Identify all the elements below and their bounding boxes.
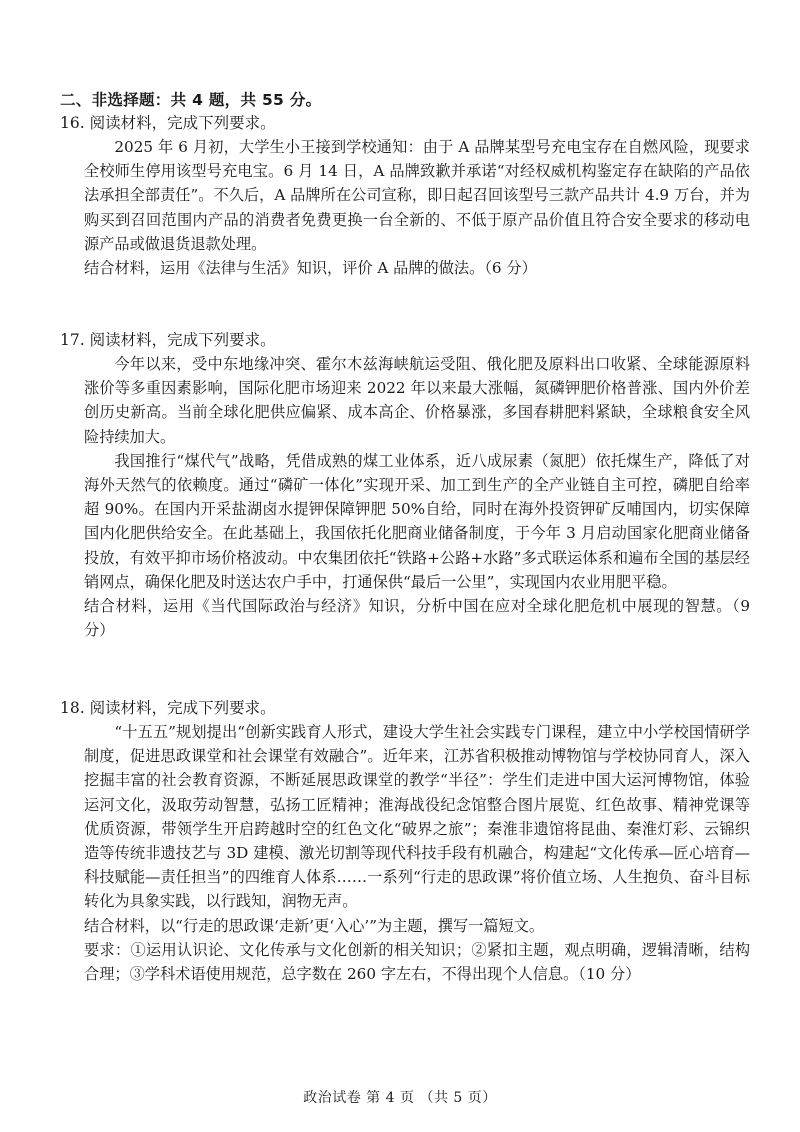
page-footer: 政治试卷 第 4 页 （共 5 页） xyxy=(303,1090,497,1106)
material-paragraph: 2025 年 6 月初，大学生小王接到学校通知：由于 A 品牌某型号充电宝存在自燃风险，现要求全校师生停用该型号充电宝。6 月 14 日，A 品牌致歉并承诺“对经权威机构鉴定存在缺陷的产品依法承担全部责任”。不久后，A 品牌所在公司宣称，即日起召回该型号三款产品共计 4.9 万台，并为购买到召回范围内产品的消费者免费更换一台全新的、不低于原产品价值且符合安全要求的移动电源产品或做退货退款处理。 xyxy=(84,138,750,253)
question-18 xyxy=(60,696,750,986)
question-heading: 18. 阅读材料，完成下列要求。 xyxy=(60,699,276,717)
material-paragraph: 我国推行“煤代气”战略，凭借成熟的煤工业体系，近八成尿素（氮肥）依托煤生产，降低了对海外天然气的依赖度。通过“磷矿一体化”实现开采、加工到生产的全产业链自主可控，磷肥自给率超 90%。在国内开采盐湖卤水提钾保障钾肥 50%自给，同时在海外投资钾矿反哺国内，切实保障国内化肥供给安全。在此基础上，我国依托化肥商业储备制度，于今年 3 月启动国家化肥商业储备投放，有效平抑市场价格波动。中农集团依托“铁路+公路+水路”多式联运体系和遍布全国的基层经销网点，确保化肥及时送达农户手中，打通保供“最后一公里”，实现国内农业用肥平稳。 xyxy=(84,451,750,591)
question-task: 结合材料，以“行走的思政课‘走新’更‘入心’”为主题，撰写一篇短文。 xyxy=(84,916,545,935)
section-title: 二、非选择题：共 4 题，共 55 分。 xyxy=(60,91,322,109)
question-16 xyxy=(60,111,750,280)
question-requirements: 要求：①运用认识论、文化传承与文化创新的相关知识；②紧扣主题，观点明确，逻辑清晰，结构合理；③学科术语使用规范，总字数在 260 字左右，不得出现个人信息。（10 分） xyxy=(84,940,750,984)
question-task: 结合材料，运用《当代国际政治与经济》知识，分析中国在应对全球化肥危机中展现的智慧。（9 分） xyxy=(84,597,750,640)
question-17 xyxy=(60,328,750,642)
material-paragraph: “十五五”规划提出“创新实践育人形式，建设大学生社会实践专门课程，建立中小学校国情研学制度，促进思政课堂和社会课堂有效融合”。近年来，江苏省积极推动博物馆与学校协同育人，深入挖掘丰富的社会教育资源，不断延展思政课堂的教学“半径”：学生们走进中国大运河博物馆，体验运河文化，汲取劳动智慧，弘扬工匠精神；淮海战役纪念馆整合图片展览、红色故事、精神党课等优质资源，带领学生开启跨越时空的红色文化“破界之旅”；秦淮非遗馆将昆曲、秦淮灯彩、云锦织造等传统非遗技艺与 3D 建模、激光切割等现代科技手段有机融合，构建起“文化传承—匠心培育—科技赋能—责任担当”的四维育人体系……一系列“行走的思政课”将价值立场、人生抱负、奋斗目标转化为具象实践，以行践知，润物无声。 xyxy=(84,723,750,911)
question-task: 结合材料，运用《法律与生活》知识，评价 A 品牌的做法。（6 分） xyxy=(84,259,537,278)
question-heading: 16. 阅读材料，完成下列要求。 xyxy=(60,114,276,132)
material-paragraph: 今年以来，受中东地缘冲突、霍尔木兹海峡航运受阻、俄化肥及原料出口收紧、全球能源原料涨价等多重因素影响，国际化肥市场迎来 2022 年以来最大涨幅，氮磷钾肥价格普涨、国内外价差创历史新高。当前全球化肥供应偏紧、成本高企、价格暴涨，多国春耕肥料紧缺，全球粮食安全风险持续加大。 xyxy=(84,355,750,446)
question-heading: 17. 阅读材料，完成下列要求。 xyxy=(60,331,276,349)
